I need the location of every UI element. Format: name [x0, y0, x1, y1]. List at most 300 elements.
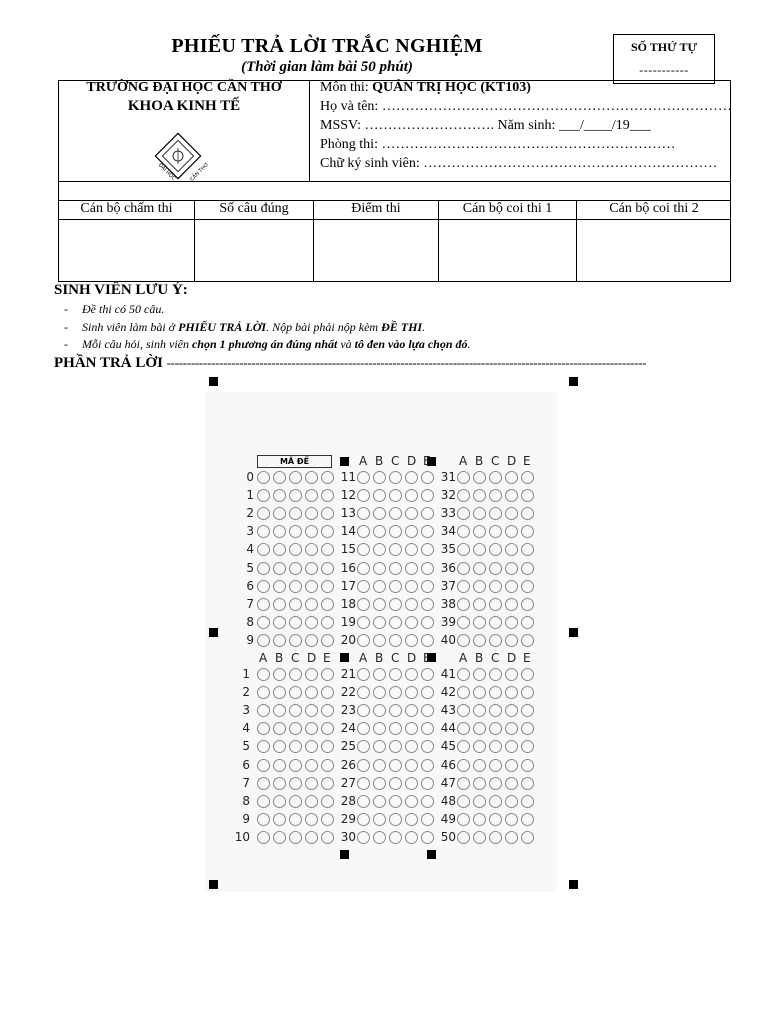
code-digit-bubble-a[interactable]: [257, 525, 270, 538]
question-bubble-d[interactable]: [405, 795, 418, 808]
code-digit-bubble-d[interactable]: [305, 722, 318, 735]
code-digit-bubble-d[interactable]: [305, 634, 318, 647]
question-bubble-c[interactable]: [389, 795, 402, 808]
code-digit-bubble-d[interactable]: [305, 580, 318, 593]
question-bubble-d[interactable]: [505, 562, 518, 575]
question-bubble-d[interactable]: [505, 668, 518, 681]
question-bubble-b[interactable]: [473, 795, 486, 808]
code-digit-bubble-c[interactable]: [289, 795, 302, 808]
code-digit-bubble-c[interactable]: [289, 740, 302, 753]
code-digit-bubble-e[interactable]: [321, 580, 334, 593]
question-bubble-b[interactable]: [373, 704, 386, 717]
question-bubble-d[interactable]: [505, 777, 518, 790]
question-bubble-a[interactable]: [457, 759, 470, 772]
code-digit-bubble-d[interactable]: [305, 562, 318, 575]
question-bubble-b[interactable]: [473, 562, 486, 575]
question-bubble-c[interactable]: [389, 759, 402, 772]
question-bubble-e[interactable]: [421, 489, 434, 502]
code-digit-bubble-e[interactable]: [321, 598, 334, 611]
question-bubble-a[interactable]: [457, 668, 470, 681]
question-bubble-b[interactable]: [473, 686, 486, 699]
code-digit-bubble-d[interactable]: [305, 795, 318, 808]
question-bubble-a[interactable]: [357, 722, 370, 735]
code-digit-bubble-c[interactable]: [289, 507, 302, 520]
code-digit-bubble-b[interactable]: [273, 562, 286, 575]
question-bubble-a[interactable]: [357, 562, 370, 575]
question-bubble-e[interactable]: [421, 471, 434, 484]
code-digit-bubble-a[interactable]: [257, 489, 270, 502]
question-bubble-d[interactable]: [505, 598, 518, 611]
question-bubble-e[interactable]: [521, 471, 534, 484]
code-digit-bubble-e[interactable]: [321, 686, 334, 699]
question-bubble-e[interactable]: [521, 580, 534, 593]
code-digit-bubble-a[interactable]: [257, 668, 270, 681]
question-bubble-a[interactable]: [457, 704, 470, 717]
question-bubble-b[interactable]: [473, 740, 486, 753]
birth-year-field[interactable]: ___/____/19___: [558, 118, 651, 133]
question-bubble-a[interactable]: [457, 507, 470, 520]
question-bubble-b[interactable]: [373, 722, 386, 735]
question-bubble-c[interactable]: [489, 813, 502, 826]
code-digit-bubble-c[interactable]: [289, 722, 302, 735]
question-bubble-e[interactable]: [521, 759, 534, 772]
question-bubble-a[interactable]: [357, 525, 370, 538]
question-bubble-e[interactable]: [421, 759, 434, 772]
code-digit-bubble-d[interactable]: [305, 507, 318, 520]
code-digit-bubble-e[interactable]: [321, 562, 334, 575]
question-bubble-c[interactable]: [489, 722, 502, 735]
question-bubble-a[interactable]: [357, 471, 370, 484]
code-digit-bubble-a[interactable]: [257, 580, 270, 593]
question-bubble-c[interactable]: [389, 598, 402, 611]
code-digit-bubble-a[interactable]: [257, 831, 270, 844]
code-digit-bubble-e[interactable]: [321, 704, 334, 717]
code-digit-bubble-b[interactable]: [273, 777, 286, 790]
question-bubble-c[interactable]: [389, 471, 402, 484]
code-digit-bubble-d[interactable]: [305, 543, 318, 556]
question-bubble-d[interactable]: [505, 686, 518, 699]
question-bubble-d[interactable]: [405, 598, 418, 611]
question-bubble-c[interactable]: [489, 831, 502, 844]
code-digit-bubble-b[interactable]: [273, 704, 286, 717]
question-bubble-b[interactable]: [473, 704, 486, 717]
code-digit-bubble-d[interactable]: [305, 813, 318, 826]
code-digit-bubble-d[interactable]: [305, 759, 318, 772]
code-digit-bubble-c[interactable]: [289, 616, 302, 629]
question-bubble-a[interactable]: [457, 740, 470, 753]
question-bubble-b[interactable]: [373, 686, 386, 699]
code-digit-bubble-a[interactable]: [257, 598, 270, 611]
question-bubble-c[interactable]: [489, 489, 502, 502]
code-digit-bubble-c[interactable]: [289, 759, 302, 772]
code-digit-bubble-d[interactable]: [305, 668, 318, 681]
question-bubble-d[interactable]: [505, 740, 518, 753]
question-bubble-b[interactable]: [373, 580, 386, 593]
question-bubble-c[interactable]: [489, 598, 502, 611]
question-bubble-c[interactable]: [389, 507, 402, 520]
code-digit-bubble-a[interactable]: [257, 777, 270, 790]
question-bubble-d[interactable]: [505, 507, 518, 520]
question-bubble-a[interactable]: [357, 616, 370, 629]
question-bubble-b[interactable]: [473, 580, 486, 593]
question-bubble-d[interactable]: [505, 471, 518, 484]
code-digit-bubble-b[interactable]: [273, 759, 286, 772]
question-bubble-b[interactable]: [473, 507, 486, 520]
question-bubble-b[interactable]: [473, 634, 486, 647]
name-field[interactable]: …………………………………………………………………: [381, 99, 732, 114]
question-bubble-e[interactable]: [421, 668, 434, 681]
question-bubble-e[interactable]: [521, 525, 534, 538]
question-bubble-b[interactable]: [473, 668, 486, 681]
question-bubble-a[interactable]: [357, 704, 370, 717]
question-bubble-c[interactable]: [489, 777, 502, 790]
code-digit-bubble-b[interactable]: [273, 634, 286, 647]
code-digit-bubble-e[interactable]: [321, 759, 334, 772]
question-bubble-b[interactable]: [473, 543, 486, 556]
code-digit-bubble-d[interactable]: [305, 686, 318, 699]
question-bubble-e[interactable]: [521, 543, 534, 556]
code-digit-bubble-a[interactable]: [257, 722, 270, 735]
question-bubble-b[interactable]: [473, 489, 486, 502]
code-digit-bubble-c[interactable]: [289, 543, 302, 556]
question-bubble-a[interactable]: [357, 634, 370, 647]
question-bubble-c[interactable]: [489, 668, 502, 681]
question-bubble-b[interactable]: [373, 634, 386, 647]
question-bubble-c[interactable]: [489, 507, 502, 520]
question-bubble-d[interactable]: [505, 543, 518, 556]
question-bubble-e[interactable]: [521, 598, 534, 611]
question-bubble-c[interactable]: [489, 471, 502, 484]
question-bubble-b[interactable]: [473, 471, 486, 484]
question-bubble-b[interactable]: [373, 795, 386, 808]
question-bubble-e[interactable]: [421, 795, 434, 808]
question-bubble-b[interactable]: [373, 616, 386, 629]
question-bubble-b[interactable]: [373, 668, 386, 681]
question-bubble-a[interactable]: [457, 525, 470, 538]
question-bubble-e[interactable]: [421, 543, 434, 556]
code-digit-bubble-c[interactable]: [289, 489, 302, 502]
code-digit-bubble-c[interactable]: [289, 562, 302, 575]
code-digit-bubble-c[interactable]: [289, 598, 302, 611]
room-field[interactable]: ………………………………………………………: [381, 137, 676, 152]
code-digit-bubble-e[interactable]: [321, 507, 334, 520]
question-bubble-e[interactable]: [521, 668, 534, 681]
question-bubble-c[interactable]: [389, 813, 402, 826]
question-bubble-b[interactable]: [473, 616, 486, 629]
question-bubble-c[interactable]: [389, 525, 402, 538]
question-bubble-a[interactable]: [357, 598, 370, 611]
question-bubble-b[interactable]: [373, 489, 386, 502]
code-digit-bubble-a[interactable]: [257, 543, 270, 556]
question-bubble-e[interactable]: [421, 740, 434, 753]
question-bubble-d[interactable]: [405, 471, 418, 484]
question-bubble-d[interactable]: [405, 525, 418, 538]
question-bubble-a[interactable]: [457, 634, 470, 647]
question-bubble-a[interactable]: [357, 668, 370, 681]
question-bubble-d[interactable]: [405, 777, 418, 790]
question-bubble-c[interactable]: [389, 634, 402, 647]
code-digit-bubble-e[interactable]: [321, 722, 334, 735]
mssv-field[interactable]: ……………………….: [364, 118, 494, 133]
question-bubble-d[interactable]: [405, 831, 418, 844]
code-digit-bubble-e[interactable]: [321, 471, 334, 484]
code-digit-bubble-a[interactable]: [257, 740, 270, 753]
code-digit-bubble-a[interactable]: [257, 562, 270, 575]
question-bubble-b[interactable]: [373, 507, 386, 520]
question-bubble-a[interactable]: [457, 813, 470, 826]
question-bubble-c[interactable]: [489, 525, 502, 538]
question-bubble-e[interactable]: [421, 777, 434, 790]
question-bubble-a[interactable]: [357, 740, 370, 753]
question-bubble-b[interactable]: [373, 543, 386, 556]
question-bubble-e[interactable]: [521, 777, 534, 790]
question-bubble-c[interactable]: [389, 722, 402, 735]
question-bubble-a[interactable]: [357, 686, 370, 699]
question-bubble-e[interactable]: [521, 634, 534, 647]
question-bubble-d[interactable]: [505, 722, 518, 735]
question-bubble-d[interactable]: [405, 543, 418, 556]
code-digit-bubble-b[interactable]: [273, 740, 286, 753]
code-digit-bubble-c[interactable]: [289, 634, 302, 647]
question-bubble-b[interactable]: [373, 759, 386, 772]
question-bubble-a[interactable]: [357, 489, 370, 502]
question-bubble-c[interactable]: [489, 562, 502, 575]
question-bubble-d[interactable]: [505, 580, 518, 593]
question-bubble-d[interactable]: [405, 704, 418, 717]
question-bubble-d[interactable]: [405, 813, 418, 826]
question-bubble-e[interactable]: [521, 686, 534, 699]
code-digit-bubble-b[interactable]: [273, 616, 286, 629]
code-digit-bubble-d[interactable]: [305, 777, 318, 790]
code-digit-bubble-b[interactable]: [273, 580, 286, 593]
question-bubble-a[interactable]: [357, 777, 370, 790]
question-bubble-c[interactable]: [389, 489, 402, 502]
question-bubble-e[interactable]: [521, 831, 534, 844]
question-bubble-c[interactable]: [489, 759, 502, 772]
question-bubble-b[interactable]: [373, 471, 386, 484]
question-bubble-a[interactable]: [457, 795, 470, 808]
code-digit-bubble-e[interactable]: [321, 668, 334, 681]
question-bubble-a[interactable]: [357, 813, 370, 826]
question-bubble-a[interactable]: [357, 507, 370, 520]
code-digit-bubble-d[interactable]: [305, 525, 318, 538]
code-digit-bubble-a[interactable]: [257, 634, 270, 647]
question-bubble-d[interactable]: [505, 634, 518, 647]
question-bubble-a[interactable]: [457, 580, 470, 593]
question-bubble-b[interactable]: [473, 759, 486, 772]
question-bubble-e[interactable]: [521, 704, 534, 717]
question-bubble-e[interactable]: [421, 525, 434, 538]
question-bubble-b[interactable]: [373, 813, 386, 826]
question-bubble-a[interactable]: [457, 722, 470, 735]
question-bubble-d[interactable]: [405, 507, 418, 520]
code-digit-bubble-a[interactable]: [257, 759, 270, 772]
question-bubble-d[interactable]: [505, 704, 518, 717]
question-bubble-d[interactable]: [505, 489, 518, 502]
question-bubble-d[interactable]: [405, 634, 418, 647]
question-bubble-d[interactable]: [405, 580, 418, 593]
code-digit-bubble-e[interactable]: [321, 777, 334, 790]
code-digit-bubble-b[interactable]: [273, 668, 286, 681]
question-bubble-c[interactable]: [389, 580, 402, 593]
question-bubble-c[interactable]: [389, 543, 402, 556]
question-bubble-a[interactable]: [457, 686, 470, 699]
code-digit-bubble-b[interactable]: [273, 795, 286, 808]
question-bubble-c[interactable]: [489, 543, 502, 556]
question-bubble-b[interactable]: [373, 525, 386, 538]
question-bubble-d[interactable]: [505, 525, 518, 538]
question-bubble-b[interactable]: [373, 740, 386, 753]
question-bubble-d[interactable]: [405, 668, 418, 681]
question-bubble-d[interactable]: [405, 740, 418, 753]
code-digit-bubble-d[interactable]: [305, 471, 318, 484]
code-digit-bubble-b[interactable]: [273, 722, 286, 735]
question-bubble-a[interactable]: [357, 795, 370, 808]
question-bubble-c[interactable]: [389, 831, 402, 844]
question-bubble-e[interactable]: [421, 686, 434, 699]
question-bubble-b[interactable]: [373, 777, 386, 790]
question-bubble-c[interactable]: [389, 686, 402, 699]
question-bubble-d[interactable]: [505, 616, 518, 629]
question-bubble-b[interactable]: [373, 831, 386, 844]
question-bubble-c[interactable]: [389, 668, 402, 681]
code-digit-bubble-c[interactable]: [289, 813, 302, 826]
code-digit-bubble-b[interactable]: [273, 813, 286, 826]
question-bubble-c[interactable]: [389, 740, 402, 753]
question-bubble-d[interactable]: [405, 562, 418, 575]
code-digit-bubble-c[interactable]: [289, 777, 302, 790]
question-bubble-a[interactable]: [457, 616, 470, 629]
code-digit-bubble-e[interactable]: [321, 543, 334, 556]
question-bubble-e[interactable]: [421, 616, 434, 629]
code-digit-bubble-b[interactable]: [273, 489, 286, 502]
code-digit-bubble-c[interactable]: [289, 471, 302, 484]
question-bubble-a[interactable]: [457, 489, 470, 502]
code-digit-bubble-c[interactable]: [289, 686, 302, 699]
code-digit-bubble-d[interactable]: [305, 598, 318, 611]
code-digit-bubble-e[interactable]: [321, 489, 334, 502]
question-bubble-c[interactable]: [489, 686, 502, 699]
code-digit-bubble-c[interactable]: [289, 668, 302, 681]
question-bubble-c[interactable]: [389, 777, 402, 790]
code-digit-bubble-d[interactable]: [305, 704, 318, 717]
question-bubble-b[interactable]: [473, 722, 486, 735]
question-bubble-d[interactable]: [505, 831, 518, 844]
question-bubble-e[interactable]: [521, 616, 534, 629]
code-digit-bubble-d[interactable]: [305, 616, 318, 629]
code-digit-bubble-e[interactable]: [321, 740, 334, 753]
question-bubble-a[interactable]: [457, 831, 470, 844]
question-bubble-c[interactable]: [489, 634, 502, 647]
question-bubble-a[interactable]: [457, 777, 470, 790]
question-bubble-e[interactable]: [521, 795, 534, 808]
code-digit-bubble-e[interactable]: [321, 813, 334, 826]
question-bubble-d[interactable]: [405, 686, 418, 699]
question-bubble-a[interactable]: [357, 759, 370, 772]
question-bubble-e[interactable]: [421, 562, 434, 575]
question-bubble-a[interactable]: [357, 831, 370, 844]
code-digit-bubble-d[interactable]: [305, 740, 318, 753]
code-digit-bubble-a[interactable]: [257, 471, 270, 484]
question-bubble-e[interactable]: [421, 507, 434, 520]
code-digit-bubble-e[interactable]: [321, 831, 334, 844]
question-bubble-a[interactable]: [457, 543, 470, 556]
question-bubble-e[interactable]: [521, 740, 534, 753]
question-bubble-b[interactable]: [473, 598, 486, 611]
code-digit-bubble-a[interactable]: [257, 686, 270, 699]
code-digit-bubble-b[interactable]: [273, 686, 286, 699]
question-bubble-e[interactable]: [421, 704, 434, 717]
question-bubble-d[interactable]: [405, 722, 418, 735]
code-digit-bubble-b[interactable]: [273, 471, 286, 484]
question-bubble-c[interactable]: [389, 616, 402, 629]
question-bubble-b[interactable]: [373, 562, 386, 575]
question-bubble-a[interactable]: [357, 580, 370, 593]
question-bubble-c[interactable]: [489, 704, 502, 717]
question-bubble-c[interactable]: [489, 795, 502, 808]
signature-field[interactable]: ………………………………………………………: [423, 156, 718, 171]
question-bubble-d[interactable]: [405, 489, 418, 502]
question-bubble-a[interactable]: [357, 543, 370, 556]
code-digit-bubble-c[interactable]: [289, 525, 302, 538]
code-digit-bubble-b[interactable]: [273, 831, 286, 844]
question-bubble-e[interactable]: [421, 722, 434, 735]
question-bubble-d[interactable]: [505, 759, 518, 772]
question-bubble-c[interactable]: [389, 562, 402, 575]
code-digit-bubble-a[interactable]: [257, 616, 270, 629]
question-bubble-b[interactable]: [473, 525, 486, 538]
code-digit-bubble-d[interactable]: [305, 831, 318, 844]
question-bubble-d[interactable]: [405, 759, 418, 772]
question-bubble-d[interactable]: [405, 616, 418, 629]
code-digit-bubble-a[interactable]: [257, 507, 270, 520]
code-digit-bubble-a[interactable]: [257, 813, 270, 826]
question-bubble-a[interactable]: [457, 598, 470, 611]
code-digit-bubble-b[interactable]: [273, 598, 286, 611]
code-digit-bubble-b[interactable]: [273, 507, 286, 520]
question-bubble-c[interactable]: [489, 740, 502, 753]
question-bubble-e[interactable]: [521, 722, 534, 735]
code-digit-bubble-a[interactable]: [257, 795, 270, 808]
question-bubble-e[interactable]: [421, 580, 434, 593]
code-digit-bubble-e[interactable]: [321, 616, 334, 629]
code-digit-bubble-a[interactable]: [257, 704, 270, 717]
question-bubble-e[interactable]: [521, 489, 534, 502]
code-digit-bubble-d[interactable]: [305, 489, 318, 502]
code-digit-bubble-b[interactable]: [273, 543, 286, 556]
question-bubble-b[interactable]: [473, 777, 486, 790]
question-bubble-e[interactable]: [421, 598, 434, 611]
code-digit-bubble-e[interactable]: [321, 795, 334, 808]
code-digit-bubble-b[interactable]: [273, 525, 286, 538]
question-bubble-e[interactable]: [521, 813, 534, 826]
question-bubble-b[interactable]: [473, 813, 486, 826]
question-bubble-e[interactable]: [421, 813, 434, 826]
question-bubble-c[interactable]: [489, 580, 502, 593]
code-digit-bubble-e[interactable]: [321, 525, 334, 538]
question-bubble-c[interactable]: [489, 616, 502, 629]
question-bubble-c[interactable]: [389, 704, 402, 717]
question-bubble-e[interactable]: [421, 634, 434, 647]
code-digit-bubble-c[interactable]: [289, 831, 302, 844]
code-digit-bubble-e[interactable]: [321, 634, 334, 647]
question-bubble-d[interactable]: [505, 813, 518, 826]
question-bubble-b[interactable]: [373, 598, 386, 611]
code-digit-bubble-c[interactable]: [289, 704, 302, 717]
question-bubble-e[interactable]: [521, 562, 534, 575]
code-digit-bubble-c[interactable]: [289, 580, 302, 593]
question-bubble-e[interactable]: [521, 507, 534, 520]
